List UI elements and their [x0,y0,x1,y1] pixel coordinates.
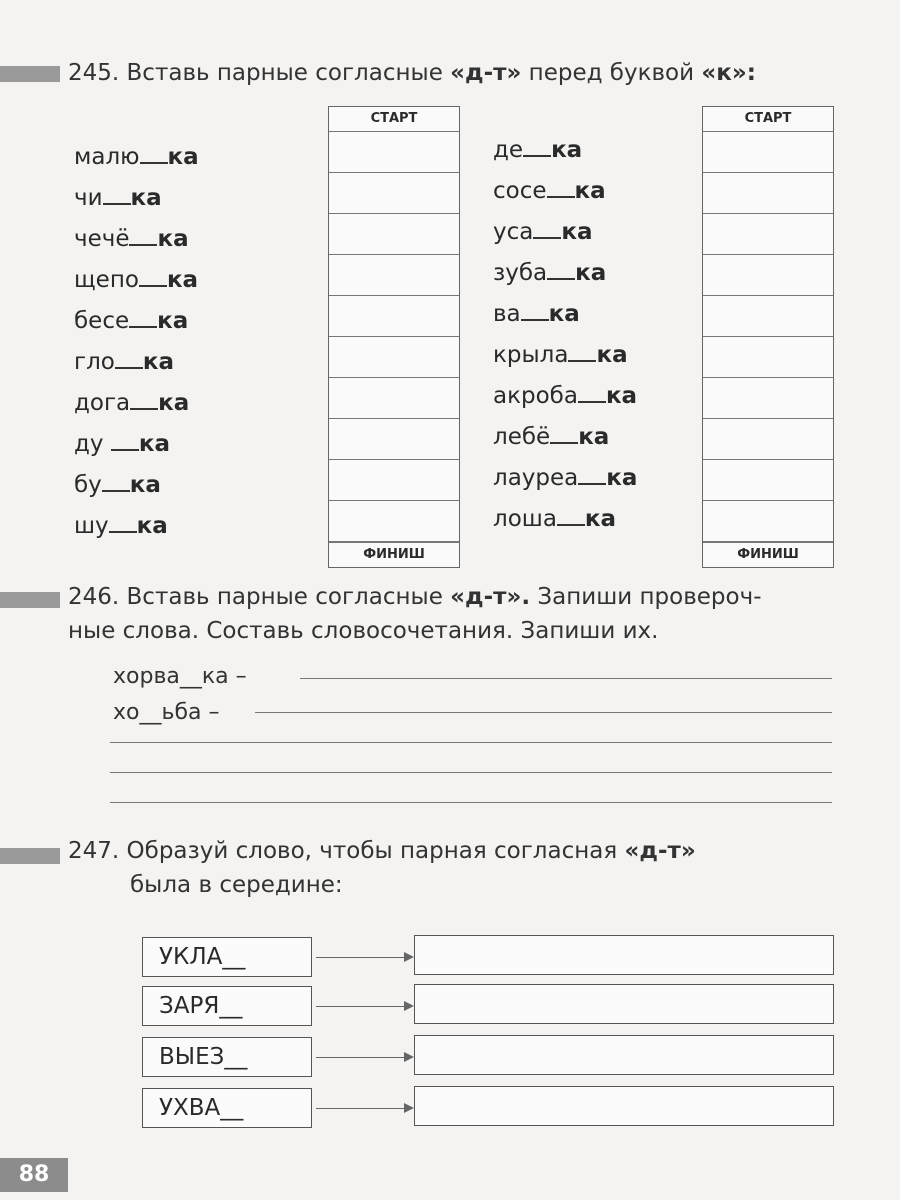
word-item [74,178,199,219]
answer-line[interactable] [110,742,832,743]
answer-box[interactable] [414,1035,834,1075]
task-245-title: 245. Вставь парные согласные «д-т» перед буквой «к»: [68,60,756,86]
arrow-icon [316,1057,412,1058]
word-start: малю [74,144,140,170]
letter-blank[interactable] [109,509,137,533]
task-246-word-2: хо__ьба – [113,700,220,725]
ladder-left [328,106,460,568]
word-start: акроба [493,383,578,409]
ladder-start-label: СТАРТ [329,107,459,132]
word-end: ка [157,226,189,252]
word-start: крыла [493,342,569,368]
word-start: сосе [493,178,547,204]
word-end: ка [157,308,189,334]
letter-blank[interactable] [111,427,139,451]
word-end: ка [605,383,638,409]
word-item [74,260,199,301]
word-end: ка [166,267,199,293]
letter-blank[interactable] [547,256,575,280]
word-end: ка [129,472,161,498]
answer-box[interactable] [414,935,834,975]
left-word-list [74,137,199,547]
word-end: ка [584,506,617,532]
answer-line[interactable] [255,712,832,713]
word-start: бесе [74,308,130,334]
letter-blank[interactable] [102,468,130,492]
answer-box[interactable] [414,1086,834,1126]
word-end: ка [606,465,638,491]
word-item [493,130,637,171]
arrow-icon [316,1108,412,1109]
word-item [493,253,637,294]
ladder-right [702,106,834,568]
word-start: лоша [493,506,557,532]
word-end: ка [130,185,162,211]
word-start: дога [74,390,131,416]
letter-blank[interactable] [103,181,131,205]
word-end: ка [561,219,593,245]
letter-blank[interactable] [140,140,168,164]
word-start: уса [493,219,534,245]
word-start: щепо [74,267,139,293]
word-box: ВЫЕЗ__ [142,1037,312,1077]
word-box: ЗАРЯ__ [142,986,312,1026]
word-start: ду [74,431,111,457]
word-end: ка [548,301,580,327]
word-start: шу [74,513,109,539]
page-number: 88 [0,1158,68,1192]
word-item [74,383,199,424]
ladder-start-label: СТАРТ [703,107,833,132]
word-start: чи [74,185,103,211]
task-246-word-1: хорва__ка – [113,664,247,689]
word-start: лебё [493,424,551,450]
section-marker [0,66,60,82]
word-item [74,424,199,465]
word-item [493,417,637,458]
word-start: лауреа [493,465,579,491]
task-247-title: 247. Образуй слово, чтобы парная согласная «д-т» была в середине: [68,838,696,898]
word-item [74,301,199,342]
word-end: ка [575,260,607,286]
section-marker [0,592,60,608]
word-start: де [493,137,524,163]
arrow-icon [316,957,412,958]
word-end: ка [167,144,199,170]
letter-blank[interactable] [139,263,167,287]
word-item [74,219,199,260]
answer-line[interactable] [300,678,832,679]
word-end: ка [158,390,190,416]
answer-line[interactable] [110,772,832,773]
word-box: УКЛА__ [142,937,312,977]
word-item [493,335,637,376]
word-box: УХВА__ [142,1088,312,1128]
letter-blank[interactable] [550,420,578,444]
word-item [493,212,637,253]
word-item [74,137,199,178]
letter-blank[interactable] [115,345,143,369]
letter-blank[interactable] [557,502,585,526]
word-end: ка [136,513,168,539]
word-item [493,294,637,335]
letter-blank[interactable] [578,379,606,403]
word-item [74,342,199,383]
letter-blank[interactable] [523,133,551,157]
word-item [74,506,199,547]
ladder-finish-label: ФИНИШ [703,542,833,567]
word-item [493,499,637,540]
word-end: ка [596,342,628,368]
word-item [493,376,637,417]
section-marker [0,848,60,864]
word-end: ка [138,431,170,457]
right-word-list [493,130,637,540]
word-end: ка [574,178,606,204]
letter-blank[interactable] [578,461,606,485]
arrow-icon [316,1006,412,1007]
word-item [74,465,199,506]
word-start: ва [493,301,521,327]
word-item [493,458,637,499]
word-start: чечё [74,226,130,252]
word-end: ка [142,349,174,375]
answer-line[interactable] [110,802,832,803]
letter-blank[interactable] [547,174,575,198]
ladder-finish-label: ФИНИШ [329,542,459,567]
letter-blank[interactable] [521,297,549,321]
word-end: ка [578,424,610,450]
word-item [493,171,637,212]
word-end: ка [551,137,583,163]
letter-blank[interactable] [129,304,157,328]
letter-blank[interactable] [129,222,157,246]
word-start: гло [74,349,115,375]
word-start: зуба [493,260,548,286]
letter-blank[interactable] [533,215,561,239]
letter-blank[interactable] [130,386,158,410]
task-246-title: 246. Вставь парные согласные «д-т». Запиши провероч- ные слова. Составь словосочетания. Запиши их. [68,584,762,644]
answer-box[interactable] [414,984,834,1024]
letter-blank[interactable] [568,338,596,362]
word-start: бу [74,472,102,498]
